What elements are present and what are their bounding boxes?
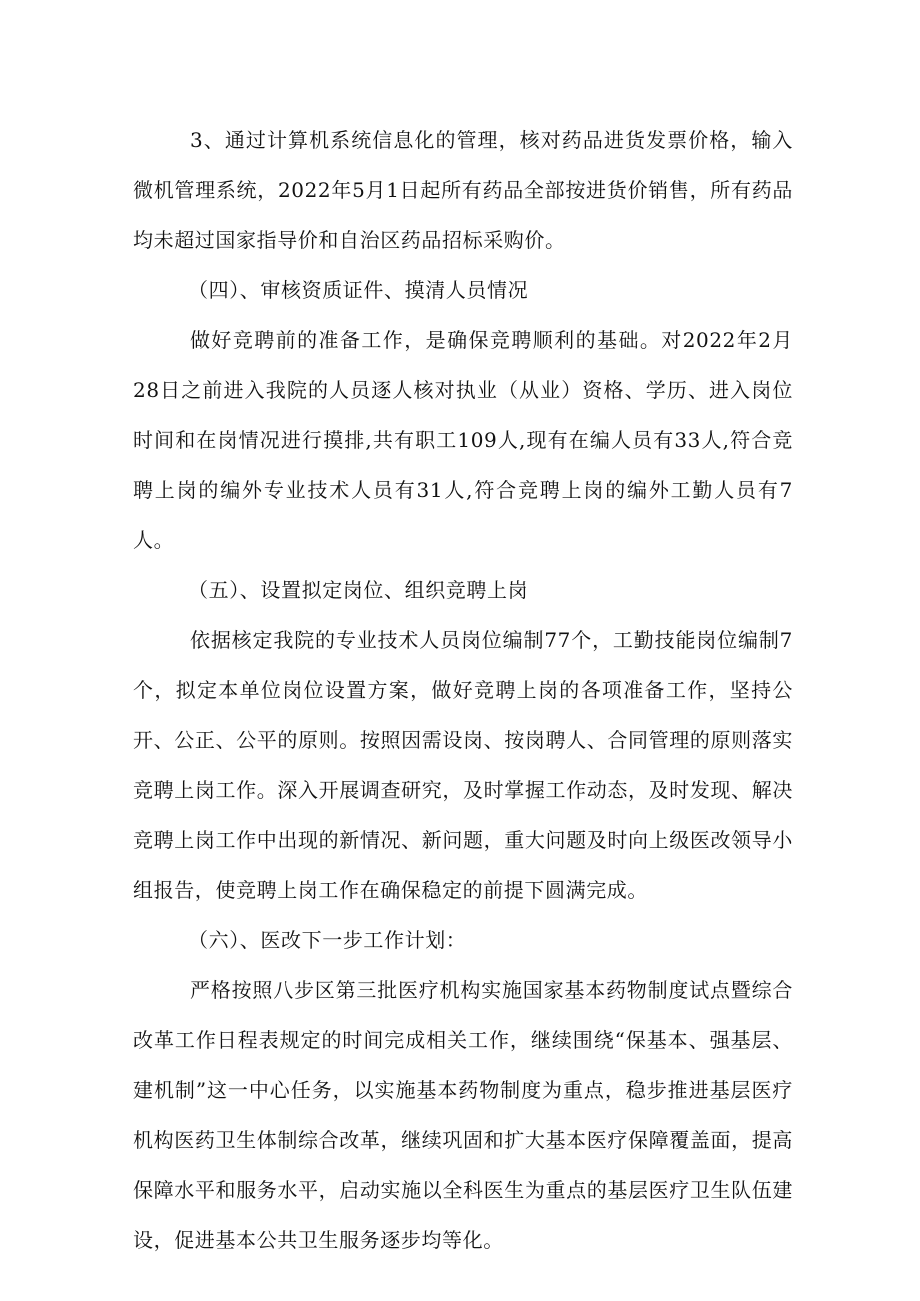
paragraph-post-setup: 依据核定我院的专业技术人员岗位编制77个，工勤技能岗位编制7个，拟定本单位岗位设置方案，做好竞聘上岗的各项准备工作，坚持公开、公正、公平的原则。按照因需设岗、按岗聘人、合同管理的原则落实竞聘上岗工作。深入开展调查研究，及时掌握工作动态，及时发现、解决竞聘上岗工作中出现的新情况、新问题，重大问题及时向上级医改领导小组报告，使竞聘上岗工作在确保稳定的前提下圆满完成。 (133, 628, 793, 902)
paragraph-drug-pricing: 3、通过计算机系统信息化的管理，核对药品进货发票价格，输入微机管理系统，2022年5月1日起所有药品全部按进货价销售，所有药品均未超过国家指导价和自治区药品招标采购价。 (133, 128, 793, 252)
document-body (133, 115, 793, 1265)
section-heading-4: （四）、审核资质证件、摸清人员情况 (188, 278, 529, 302)
paragraph-staff-review: 做好竞聘前的准备工作，是确保竞聘顺利的基础。对2022年2月28日之前进入我院的人员逐人核对执业（从业）资格、学历、进入岗位时间和在岗情况进行摸排,共有职工109人,现有在编人员有33人,符合竞聘上岗的编外专业技术人员有31人,符合竞聘上岗的编外工勤人员有7人。 (133, 328, 793, 552)
section-heading-6: （六）、医改下一步工作计划： (188, 928, 467, 952)
paragraph-next-steps: 严格按照八步区第三批医疗机构实施国家基本药物制度试点暨综合改革工作日程表规定的时间完成相关工作，继续围绕“保基本、强基层、建机制”这一中心任务，以实施基本药物制度为重点，稳步推进基层医疗机构医药卫生体制综合改革，继续巩固和扩大基本医疗保障覆盖面，提高保障水平和服务水平，启动实施以全科医生为重点的基层医疗卫生队伍建设，促进基本公共卫生服务逐步均等化。 (133, 978, 793, 1252)
section-heading-5: （五）、设置拟定岗位、组织竞聘上岗 (188, 578, 529, 602)
